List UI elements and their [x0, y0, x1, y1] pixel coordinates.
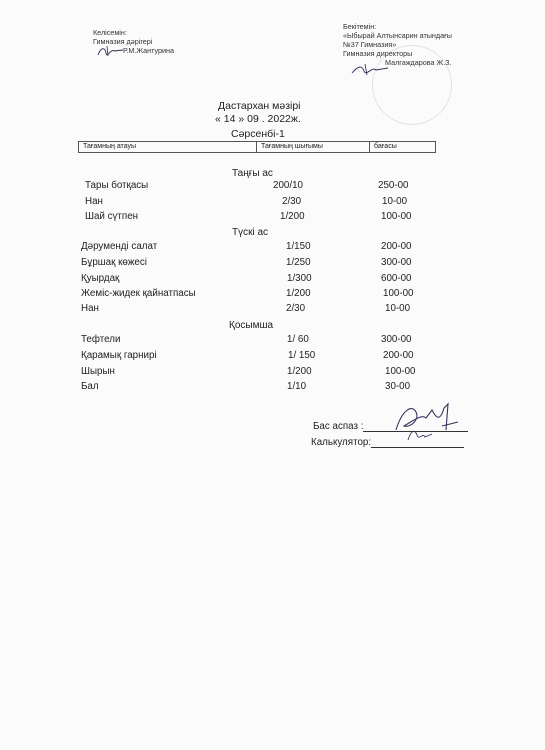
dish-name: Жеміс-жидек қайнатпасы	[81, 288, 196, 299]
dish-portion: 200/10	[273, 180, 303, 191]
dish-portion: 1/ 60	[287, 334, 309, 345]
column-header-portion: Тағамның шығымы	[257, 142, 370, 152]
section-title-extra: Қосымша	[229, 320, 274, 331]
section-title-breakfast: Таңғы ас	[232, 168, 273, 179]
table-row	[0, 350, 545, 362]
dish-name: Дәрумендi салат	[81, 241, 158, 252]
dish-price: 300-00	[381, 257, 412, 268]
menu-day: Сәрсенбі-1	[231, 128, 285, 140]
section-title-lunch: Түскі ас	[232, 227, 269, 238]
dish-price: 100-00	[381, 211, 412, 222]
column-header-name: Тағамның атауы	[79, 142, 257, 152]
dish-name: Шай сүтпен	[85, 211, 139, 222]
dish-name: Тары ботқасы	[85, 180, 149, 191]
menu-date: « 14 » 09 . 2022ж.	[215, 113, 301, 125]
dish-name: Нан	[81, 303, 99, 314]
table-row	[0, 211, 545, 223]
dish-price: 200-00	[381, 241, 412, 252]
table-row	[0, 303, 545, 315]
table-row	[0, 180, 545, 192]
table-row	[0, 241, 545, 253]
director-name: Малгаждарова Ж.З.	[385, 58, 452, 67]
header-right	[343, 22, 452, 67]
table-header	[78, 141, 436, 153]
table-row	[0, 273, 545, 285]
dish-portion: 2/30	[282, 196, 302, 207]
menu-title: Дастархан мәзірі	[218, 100, 301, 112]
dish-portion: 1/200	[286, 288, 311, 299]
approval-label: Келісемін:	[93, 28, 127, 37]
dish-name: Шырын	[81, 366, 115, 377]
calculator-label: Калькулятор:	[311, 437, 372, 448]
dish-price: 200-00	[383, 350, 414, 361]
director-title: Гимназия директоры	[343, 49, 413, 58]
calculator-signature-icon	[405, 426, 435, 444]
dish-name: Бұршақ көжесі	[81, 257, 147, 268]
dish-price: 250-00	[378, 180, 409, 191]
table-row	[0, 334, 545, 346]
doctor-name: Р.М.Жантурина	[123, 46, 174, 55]
dish-name: Қарамық гарнирі	[81, 350, 157, 361]
dish-price: 100-00	[385, 366, 416, 377]
dish-portion: 1/200	[280, 211, 305, 222]
dish-portion: 1/200	[287, 366, 312, 377]
dish-name: Бал	[81, 381, 99, 392]
dish-price: 600-00	[381, 273, 412, 284]
table-row	[0, 196, 545, 208]
dish-price: 100-00	[383, 288, 414, 299]
dish-portion: 1/10	[287, 381, 307, 392]
dish-portion: 1/250	[286, 257, 311, 268]
confirm-label: Бекітемін:	[343, 22, 377, 31]
dish-portion: 1/ 150	[288, 350, 316, 361]
dish-name: Нан	[85, 196, 103, 207]
table-row	[0, 257, 545, 269]
dish-price: 10-00	[382, 196, 408, 207]
doctor-signature-icon	[95, 45, 127, 57]
school-name-line2: №37 Гимназия»	[343, 40, 397, 49]
calculator-line	[311, 437, 464, 448]
school-name-line1: «Ыбырай Алтынсарин атындағы	[343, 31, 452, 40]
dish-price: 30-00	[385, 381, 411, 392]
dish-portion: 2/30	[286, 303, 306, 314]
dish-portion: 1/300	[287, 273, 312, 284]
dish-portion: 1/150	[286, 241, 311, 252]
dish-name: Қуырдақ	[81, 273, 120, 284]
table-row	[0, 381, 545, 393]
head-chef-label: Бас аспаз :	[313, 421, 364, 432]
dish-price: 300-00	[381, 334, 412, 345]
column-header-price: бағасы	[374, 143, 397, 150]
director-signature-icon	[350, 62, 390, 76]
dish-name: Тефтели	[81, 334, 121, 345]
table-row	[0, 288, 545, 300]
dish-price: 10-00	[385, 303, 411, 314]
table-row	[0, 366, 545, 378]
doctor-title: Гимназия дәрігері	[93, 37, 153, 46]
